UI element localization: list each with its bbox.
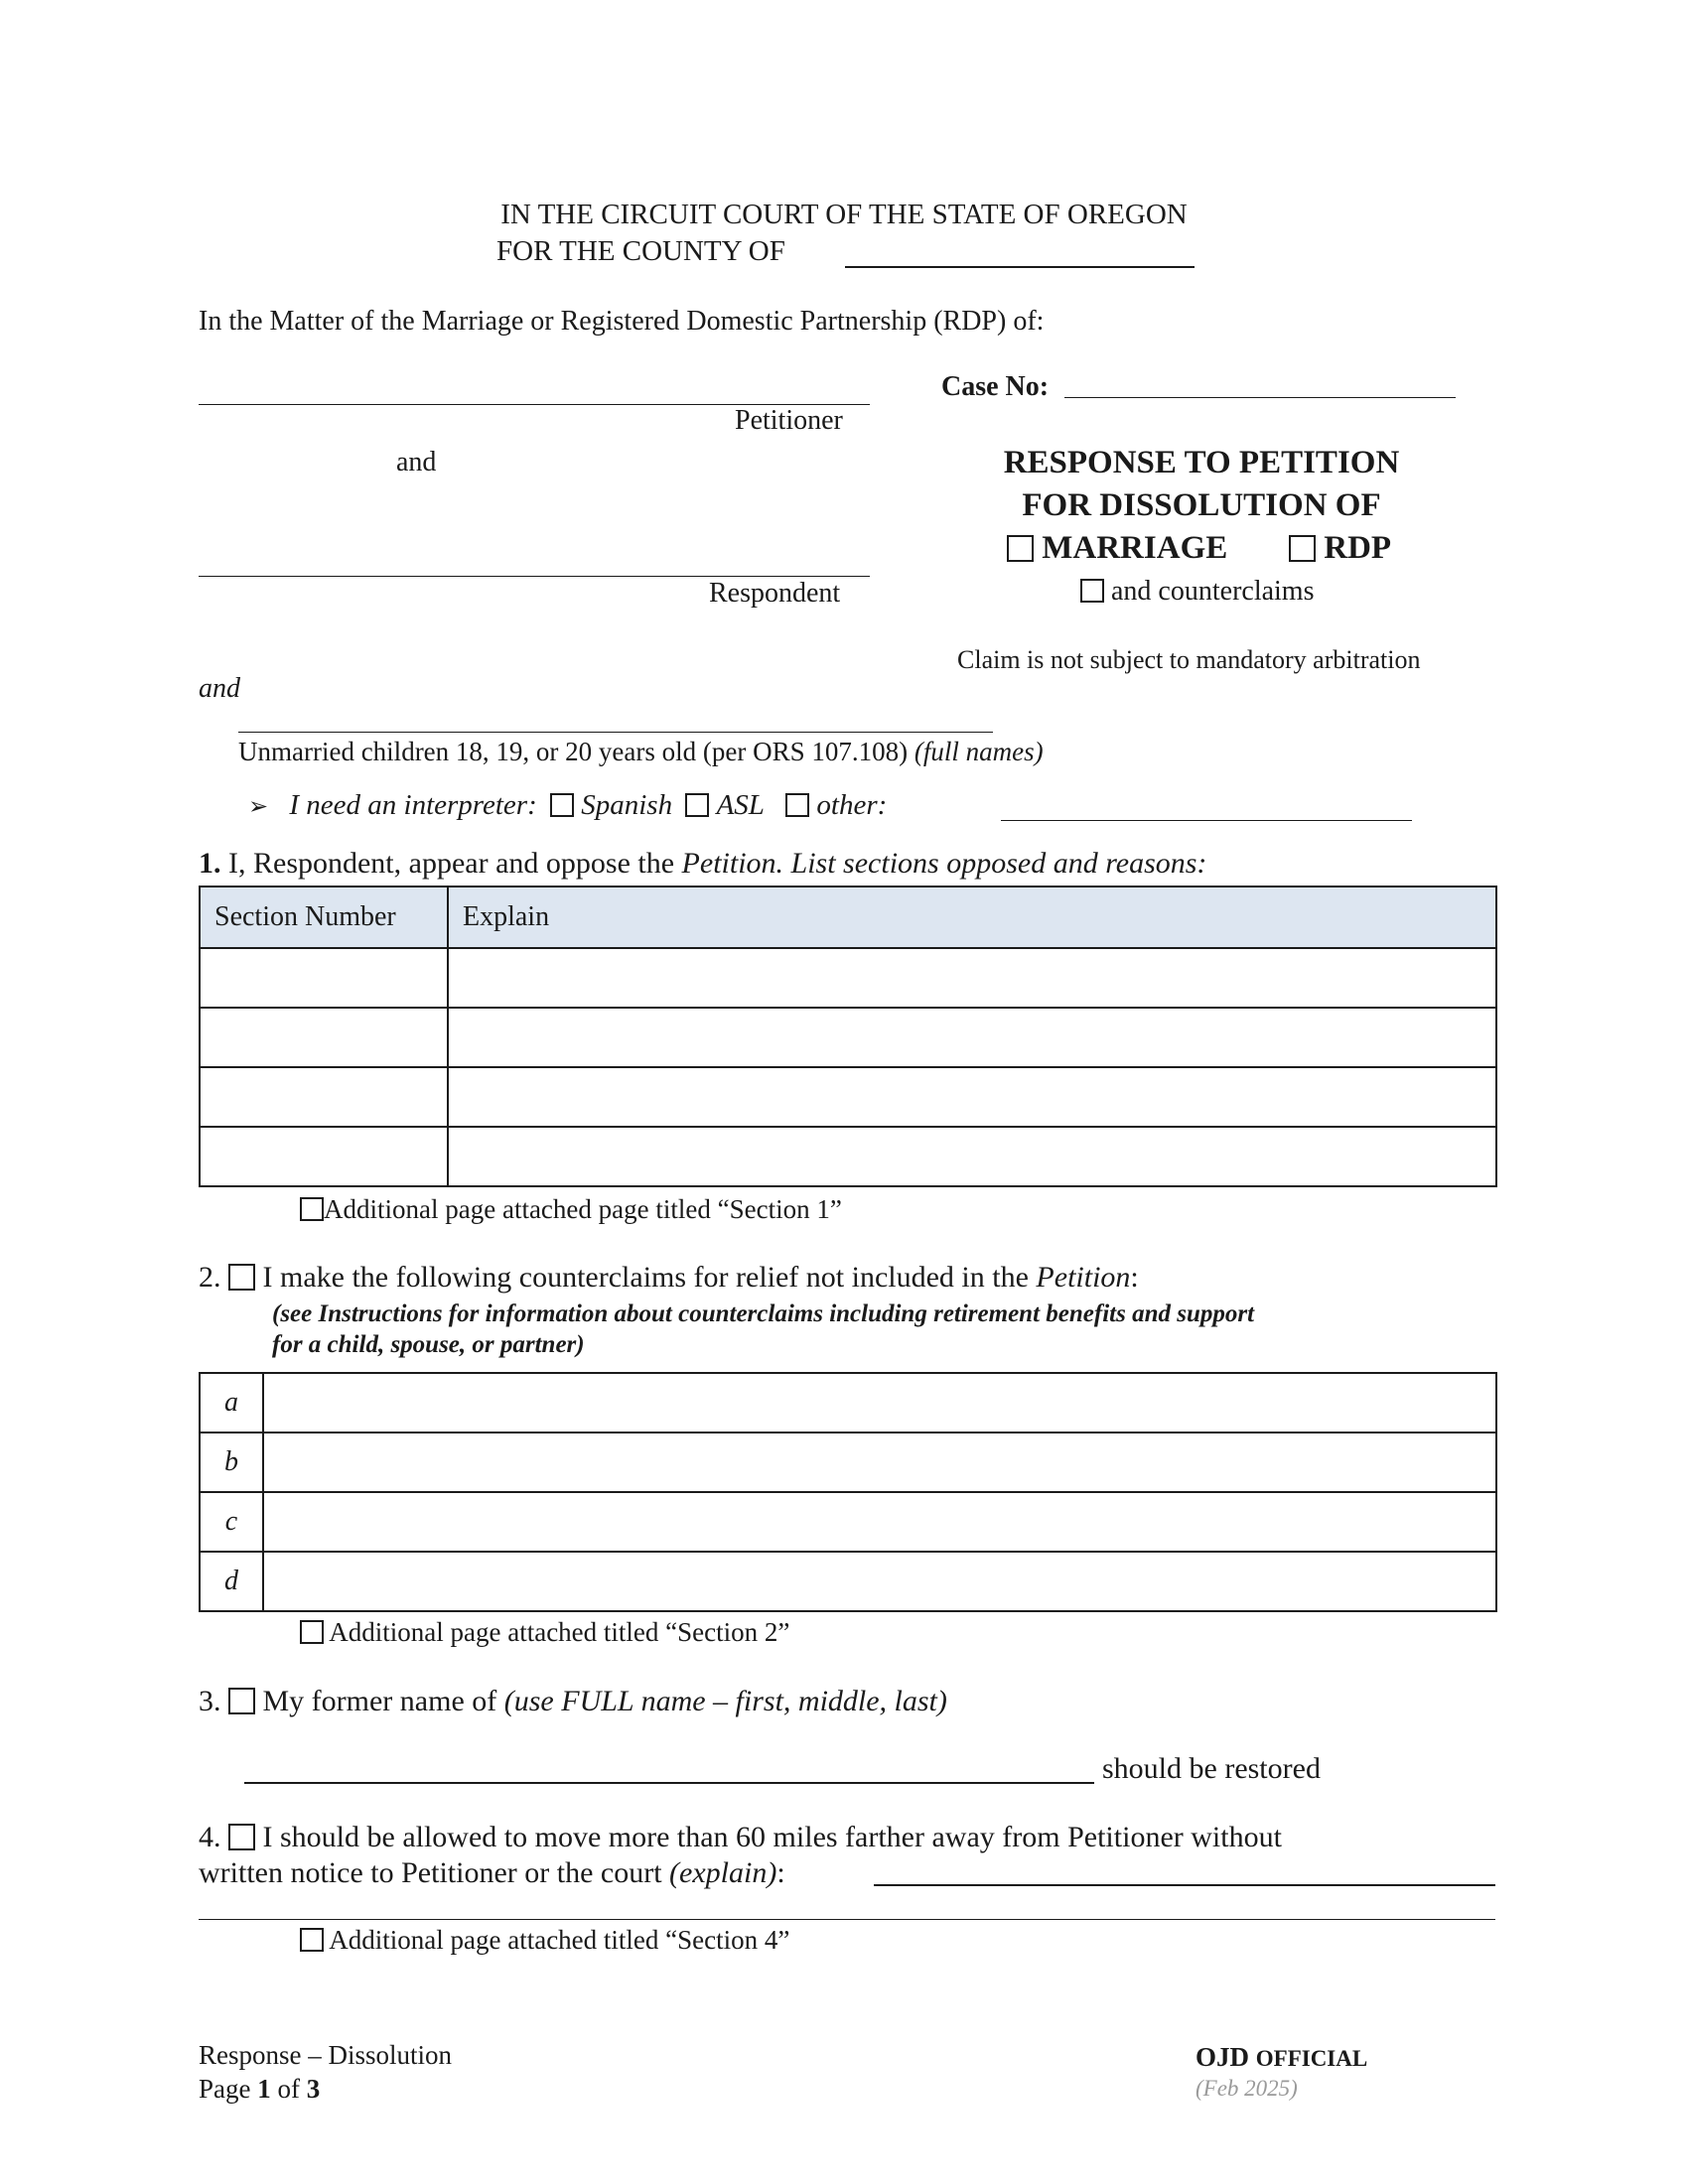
section1-attached: [300, 1194, 842, 1225]
county-field[interactable]: [845, 266, 1195, 268]
table-row: [200, 1127, 1496, 1186]
children-label: Unmarried children 18, 19, or 20 years old (per ORS 107.108) (full names): [238, 737, 1044, 766]
restored-label: should be restored: [1102, 1752, 1321, 1785]
table-row: [200, 1552, 1496, 1611]
section-number-cell[interactable]: [200, 1008, 448, 1067]
rdp-checkbox[interactable]: [1289, 535, 1316, 562]
section4-heading-line2: written notice to Petitioner or the court (explain):: [199, 1856, 785, 1889]
interpreter-row: [248, 789, 887, 822]
and-italic-label: and: [199, 673, 240, 704]
explain-cell[interactable]: [448, 948, 1496, 1008]
row-letter: b: [200, 1433, 263, 1492]
former-name-field[interactable]: [244, 1782, 1094, 1784]
section4-checkbox[interactable]: [228, 1824, 255, 1850]
children-names-field[interactable]: [238, 732, 993, 733]
section2-attached: [300, 1617, 789, 1648]
section1-attached-checkbox[interactable]: [300, 1197, 324, 1221]
row-letter: c: [200, 1492, 263, 1552]
table-row: [200, 1492, 1496, 1552]
table-header-row: [200, 887, 1496, 948]
section1-heading: 1. I, Respondent, appear and oppose the Petition. List sections opposed and reasons:: [199, 847, 1207, 880]
section-number-cell[interactable]: [200, 948, 448, 1008]
section4-attached-label: Additional page attached titled “Section 4”: [329, 1925, 790, 1955]
spanish-checkbox[interactable]: [550, 793, 574, 817]
asl-label: ASL: [716, 789, 765, 821]
counterclaim-cell[interactable]: [263, 1433, 1496, 1492]
marriage-checkbox[interactable]: [1007, 535, 1034, 562]
section-number-cell[interactable]: [200, 1067, 448, 1127]
section2-heading: 2. I make the following counterclaims for relief not included in the Petition:: [199, 1261, 1139, 1294]
counterclaims-option: [1080, 576, 1314, 608]
section2-checkbox[interactable]: [228, 1264, 255, 1291]
other-language-field[interactable]: [1001, 820, 1412, 821]
asl-checkbox[interactable]: [685, 793, 709, 817]
section1-table: [199, 886, 1497, 1187]
spanish-label: Spanish: [581, 789, 673, 821]
section3-heading: 3. My former name of (use FULL name – first, middle, last): [199, 1685, 947, 1717]
other-checkbox[interactable]: [785, 793, 809, 817]
court-heading-line1: IN THE CIRCUIT COURT OF THE STATE OF OREGON: [500, 199, 1188, 230]
explain-cell[interactable]: [448, 1127, 1496, 1186]
form-title-line1: RESPONSE TO PETITION: [1003, 445, 1400, 480]
case-no-label: Case No:: [941, 371, 1050, 402]
row-letter: a: [200, 1373, 263, 1433]
rdp-option: [1289, 530, 1391, 567]
counterclaim-cell[interactable]: [263, 1552, 1496, 1611]
section2-note-line2: for a child, spouse, or partner): [272, 1331, 585, 1358]
table-row: [200, 1433, 1496, 1492]
section-number-cell[interactable]: [200, 1127, 448, 1186]
section2-table: [199, 1372, 1497, 1612]
counterclaims-label: and counterclaims: [1111, 576, 1315, 607]
marriage-label: MARRIAGE: [1042, 530, 1228, 566]
row-letter: d: [200, 1552, 263, 1611]
section4-attached: [300, 1925, 789, 1956]
section4-heading-line1: 4. I should be allowed to move more than 60 miles farther away from Petitioner without: [199, 1821, 1282, 1853]
section4-attached-checkbox[interactable]: [300, 1928, 324, 1952]
table-row: [200, 1373, 1496, 1433]
header-explain: Explain: [448, 887, 1496, 948]
footer-official: OJD OFFICIAL: [1196, 2042, 1368, 2072]
counterclaims-checkbox[interactable]: [1080, 579, 1104, 603]
counterclaim-cell[interactable]: [263, 1373, 1496, 1433]
table-row: [200, 1008, 1496, 1067]
explain-field-line1[interactable]: [874, 1884, 1495, 1886]
table-row: [200, 1067, 1496, 1127]
footer-page-number: Page 1 of 3: [199, 2074, 321, 2104]
section2-note-line1: (see Instructions for information about counterclaims including retirement benefits and support: [272, 1300, 1255, 1327]
and-label: and: [396, 447, 437, 478]
respondent-label: Respondent: [709, 578, 841, 609]
explain-cell[interactable]: [448, 1067, 1496, 1127]
other-label: other:: [816, 789, 888, 821]
explain-cell[interactable]: [448, 1008, 1496, 1067]
footer-date: (Feb 2025): [1196, 2076, 1298, 2101]
marriage-option: [1007, 530, 1227, 567]
section2-attached-checkbox[interactable]: [300, 1620, 324, 1644]
matter-intro: In the Matter of the Marriage or Registered Domestic Partnership (RDP) of:: [199, 306, 1045, 337]
form-title-line2: FOR DISSOLUTION OF: [1022, 487, 1381, 523]
respondent-name-field[interactable]: [199, 576, 870, 577]
counterclaim-cell[interactable]: [263, 1492, 1496, 1552]
court-heading-line2: FOR THE COUNTY OF: [496, 235, 785, 267]
petitioner-label: Petitioner: [735, 405, 843, 436]
header-section-number: Section Number: [200, 887, 448, 948]
arbitration-note: Claim is not subject to mandatory arbitration: [957, 645, 1421, 674]
arrow-icon: ➢: [248, 792, 269, 820]
section1-attached-label: Additional page attached page titled “Section 1”: [324, 1194, 842, 1224]
interpreter-label: I need an interpreter:: [289, 789, 537, 821]
footer-form-name: Response – Dissolution: [199, 2040, 453, 2070]
case-no-field[interactable]: [1064, 397, 1456, 398]
explain-field-line2[interactable]: [199, 1919, 1495, 1920]
section2-attached-label: Additional page attached titled “Section 2”: [329, 1617, 790, 1647]
rdp-label: RDP: [1324, 530, 1392, 566]
section3-checkbox[interactable]: [228, 1688, 255, 1714]
table-row: [200, 948, 1496, 1008]
